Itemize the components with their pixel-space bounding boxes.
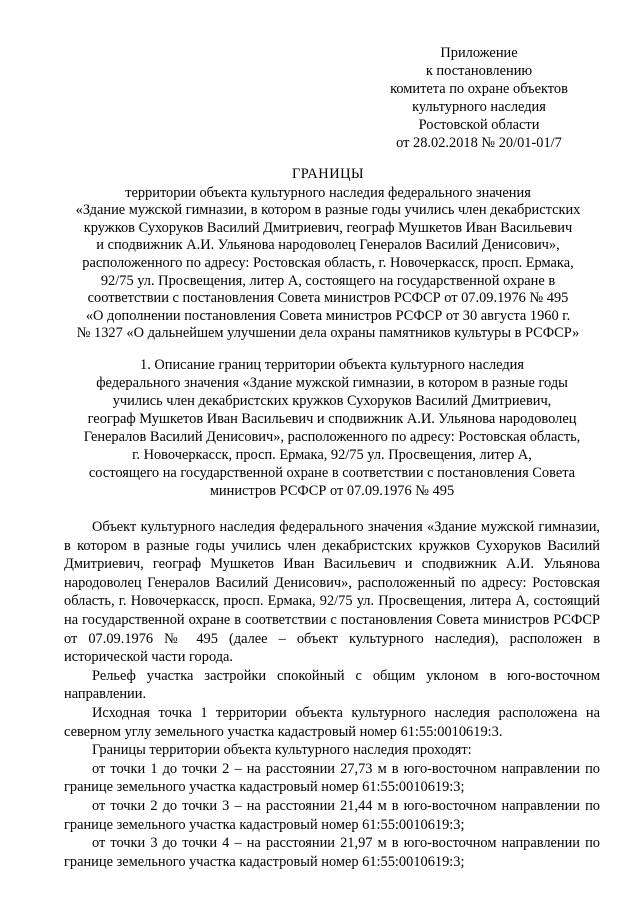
title-line: 92/75 ул. Просвещения, литер А, состоящего на государственной охране в [100,272,556,289]
section-line: министров РСФСР от 07.09.1976 № 495 [209,483,455,499]
body-paragraph: от точки 2 до точки 3 – на расстоянии 21,44 м в юго-восточном направлении по границе земельного участка кадастровый номер 61:55:0010619:3; [64,797,600,833]
appendix-line: Ростовской области [418,117,540,133]
section-line: 1. Описание границ территории объекта культурного наследия [140,357,524,373]
title-line: «Здание мужской гимназии, в котором в разные годы учились член декабристских [75,202,581,219]
title-line: и сподвижник А.И. Ульянова народоволец Генералов Василий Денисович», [96,237,560,254]
section-line: г. Новочеркасск, просп. Ермака, 92/75 ул. Просвещения, литер А, [132,447,532,463]
document-title: ГРАНИЦЫ [291,166,365,182]
body-paragraph: от точки 3 до точки 4 – на расстоянии 21,97 м в юго-восточном направлении по границе земельного участка кадастровый номер 61:55:0010619:3; [64,835,600,870]
section-line: учились член декабристских кружков Сухоруков Василий Дмитриевич, [112,393,552,409]
body-paragraph: Исходная точка 1 территории объекта культурного наследия расположена на северном углу земельного участка кадастровый номер 61:55:0010619:3. [64,704,600,740]
section-heading [64,356,600,500]
body-paragraph: Границы территории объекта культурного наследия проходят: [92,742,472,759]
appendix-line: комитета по охране объектов [390,81,568,97]
appendix-line: Приложение [440,45,518,61]
title-line: расположенного по адресу: Ростовская область, г. Новочеркасск, просп. Ермака, [82,254,574,271]
title-line: территории объекта культурного наследия федерального значения [125,184,531,201]
appendix-line: к постановлению [425,63,533,79]
title-line: соответствии с постановления Совета министров РСФСР от 07.09.1976 № 495 [87,290,569,307]
appendix-header [364,44,594,152]
body-paragraph: Объект культурного наследия федерального значения «Здание мужской гимназии, в котором в разные годы учились член декабристских кружков Сухоруков Василий Дмитриевич, географ Мушкетов Иван Васильевич и сподвижник А.И. Ульянова народоволец Генералов Василий Денисович», расположенный по адресу: Ростовская область, г. Новочеркасск, просп. Ермака, 92/75 ул. Просвещения, литера А, состоящий на государственной охране в соответствии с постановления Совета министров РСФСР от 07.09.1976 № 495 (далее – объект культурного наследия), расположен в исторической части города. [64,519,600,666]
title-line: № 1327 «О дальнейшем улучшении дела охраны памятников культуры в РСФСР» [76,325,580,342]
section-line: географ Мушкетов Иван Васильевич и сподвижник А.И. Ульянова народоволец [87,411,577,427]
title-line: «О дополнении постановления Совета министров РСФСР от 30 августа 1960 г. [85,307,571,324]
appendix-line: от 28.02.2018 № 20/01-01/7 [396,135,562,151]
section-line: федерального значения «Здание мужской гимназии, в котором в разные годы [96,375,568,391]
body-text [64,518,600,871]
document-title-block [56,166,600,343]
section-line: состоящего на государственной охране в соответствии с постановления Совета [88,465,576,481]
body-paragraph: от точки 1 до точки 2 – на расстоянии 27,73 м в юго-восточном направлении по границе земельного участка кадастровый номер 61:55:0010619:3; [64,760,600,796]
section-line: Генералов Василий Денисович», расположенного по адресу: Ростовская область, [83,429,581,445]
title-line: кружков Сухоруков Василий Дмитриевич, географ Мушкетов Иван Васильевич [83,219,573,236]
body-paragraph: Рельеф участка застройки спокойный с общим уклоном в юго-восточном направлении. [64,667,600,703]
appendix-line: культурного наследия [412,99,546,115]
